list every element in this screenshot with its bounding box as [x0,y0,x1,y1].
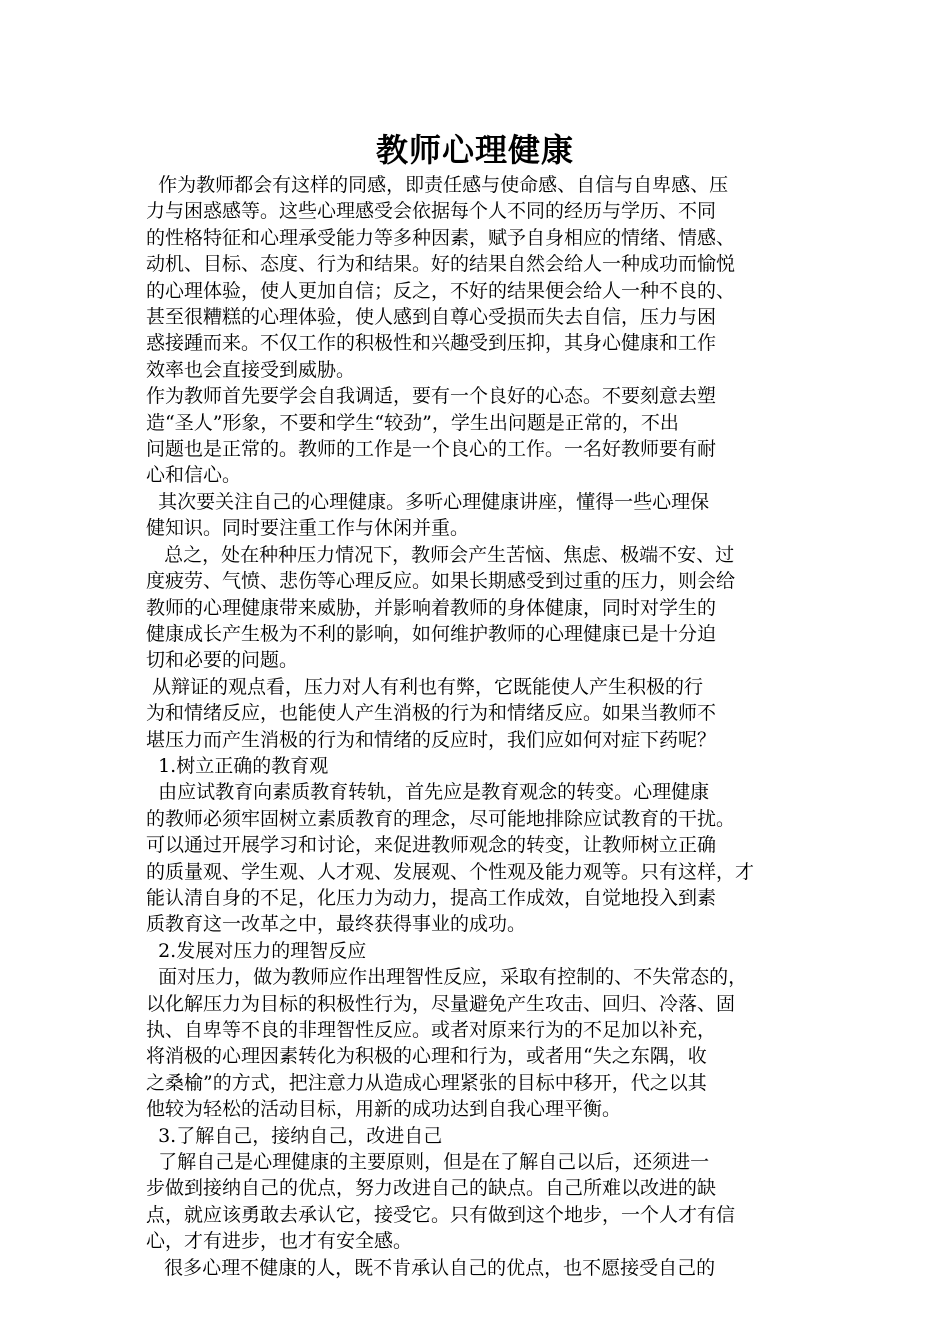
text-line: 点，就应该勇敢去承认它，接受它。只有做到这个地步，一个人才有信 [146,1203,736,1226]
text-line: 之桑榆”的方式，把注意力从造成心理紧张的目标中移开，代之以其 [146,1071,707,1094]
text-line: 甚至很糟糕的心理体验，使人感到自尊心受损而失去自信，压力与困 [146,306,717,329]
text-line: 的质量观、学生观、人才观、发展观、个性观及能力观等。只有这样，才 [146,860,755,883]
text-line: 为和情绪反应，也能使人产生消极的行为和情绪反应。如果当教师不 [146,702,717,725]
text-line: 惑接踵而来。不仅工作的积极性和兴趣受到压抑，其身心健康和工作 [146,332,717,355]
text-line: 教师的心理健康带来威胁，并影响着教师的身体健康，同时对学生的 [146,596,717,619]
text-line: 的性格特征和心理承受能力等多种因素，赋予自身相应的情绪、情感、 [146,226,736,249]
text-line: 健知识。同时要注重工作与休闲并重。 [146,517,470,540]
text-line: 3.了解自己，接纳自己，改进自己 [146,1124,443,1147]
text-line: 1.树立正确的教育观 [146,754,329,777]
text-line: 步做到接纳自己的优点，努力改进自己的缺点。自己所难以改进的缺 [146,1177,717,1200]
text-line: 很多心理不健康的人，既不肯承认自己的优点，也不愿接受自己的 [146,1256,716,1279]
text-line: 可以通过开展学习和讨论，来促进教师观念的转变，让教师树立正确 [146,834,717,857]
text-line: 其次要关注自己的心理健康。多听心理健康讲座，懂得一些心理保 [146,490,710,513]
text-line: 以化解压力为目标的积极性行为，尽量避免产生攻击、回归、冷落、固 [146,992,736,1015]
text-line: 堪压力而产生消极的行为和情绪的反应时，我们应如何对症下药呢？ [146,728,717,751]
text-line: 2.发展对压力的理智反应 [146,939,367,962]
text-line: 的心理体验，使人更加自信；反之，不好的结果便会给人一种不良的、 [146,279,736,302]
text-line: 度疲劳、气愤、悲伤等心理反应。如果长期感受到过重的压力，则会给 [146,570,736,593]
text-line: 总之，处在种种压力情况下，教师会产生苦恼、焦虑、极端不安、过 [146,543,735,566]
text-line: 效率也会直接受到威胁。 [146,358,356,381]
text-line: 作为教师都会有这样的同感，即责任感与使命感、自信与自卑感、压 [146,174,729,196]
text-line: 从辩证的观点看，压力对人有利也有弊，它既能使人产生积极的行 [146,675,704,698]
document-body [146,172,816,1281]
text-line: 他较为轻松的活动目标，用新的成功达到自我心理平衡。 [146,1098,622,1121]
text-line: 力与困惑感等。这些心理感受会依据每个人不同的经历与学历、不同 [146,200,717,223]
text-line: 能认清自身的不足，化压力为动力，提高工作成效，自觉地投入到素 [146,886,717,909]
text-line: 作为教师首先要学会自我调适，要有一个良好的心态。不要刻意去塑 [146,385,717,408]
page-title: 教师心理健康 [375,131,574,169]
text-line: 健康成长产生极为不利的影响，如何维护教师的心理健康已是十分迫 [146,622,717,645]
text-line: 造“圣人”形象，不要和学生“较劲”，学生出问题是正常的，不出 [146,411,679,434]
text-line: 心，才有进步，也才有安全感。 [146,1230,413,1253]
text-line: 面对压力，做为教师应作出理智性反应，采取有控制的、不失常态的， [146,966,748,989]
text-line: 问题也是正常的。教师的工作是一个良心的工作。一名好教师要有耐 [146,438,717,461]
text-line: 质教育这一改革之中，最终获得事业的成功。 [146,913,527,936]
text-line: 动机、目标、态度、行为和结果。好的结果自然会给人一种成功而愉悦 [146,253,736,276]
text-line: 心和信心。 [146,464,242,487]
text-line: 的教师必须牢固树立素质教育的理念，尽可能地排除应试教育的干扰。 [146,807,736,830]
text-line: 将消极的心理因素转化为积极的心理和行为，或者用“失之东隅，收 [146,1045,707,1068]
text-line: 由应试教育向素质教育转轨，首先应是教育观念的转变。心理健康 [146,781,710,804]
text-line: 执、自卑等不良的非理智性反应。或者对原来行为的不足加以补充， [146,1019,717,1041]
text-line: 了解自己是心理健康的主要原则，但是在了解自己以后，还须进一 [146,1151,710,1174]
text-line: 切和必要的问题。 [146,649,299,672]
